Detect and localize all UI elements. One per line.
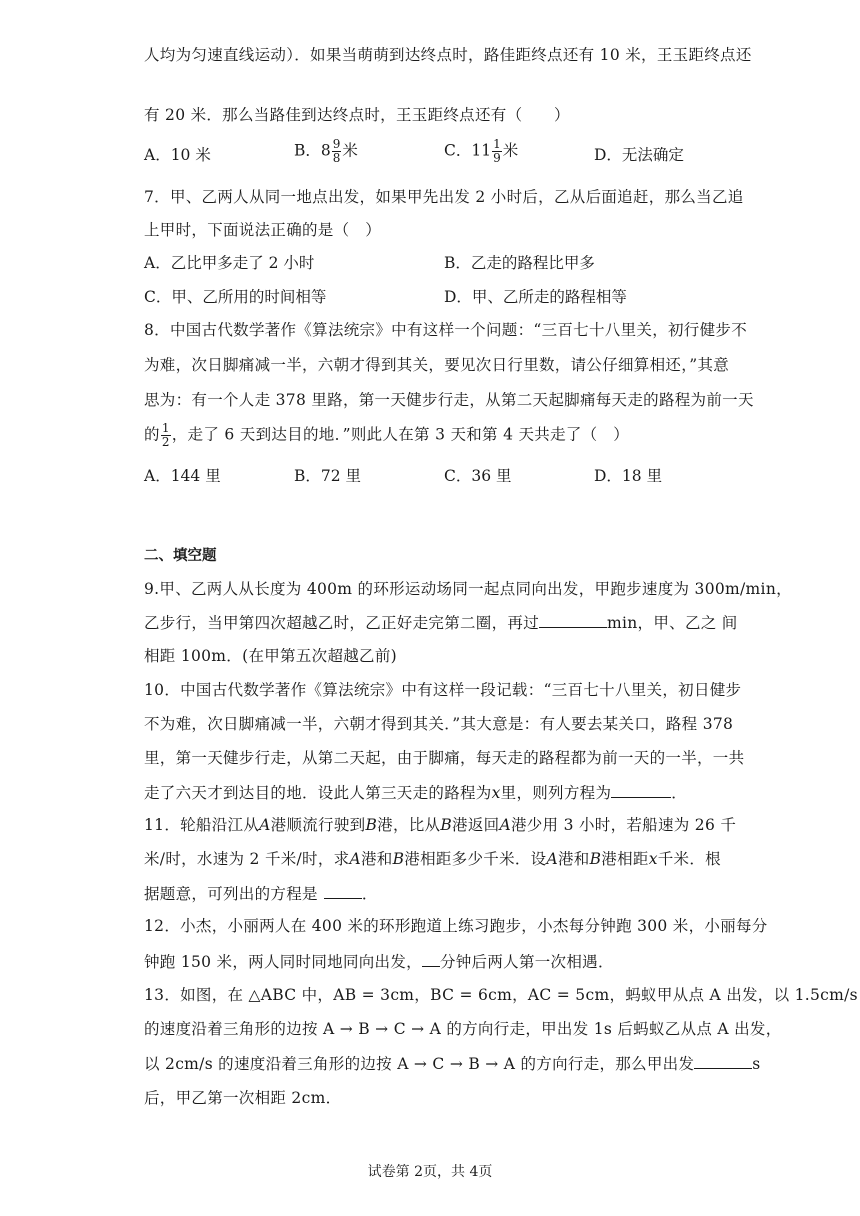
q13-answer-blank[interactable]	[694, 1052, 752, 1069]
q11-text: 千米．根	[657, 850, 721, 868]
q7-option-a: A．乙比甲多走了 2 小时	[144, 254, 315, 272]
q11-text: 米/时，水速为 2 千米/时，求	[144, 850, 350, 868]
q8-fraction-denominator: 2	[161, 435, 170, 449]
q8-fraction-numerator: 1	[161, 421, 170, 435]
q10-answer-blank[interactable]	[611, 781, 671, 798]
q6-option-c	[444, 138, 518, 165]
q13-line4: 后，甲乙第一次相距 2cm．	[144, 1089, 342, 1107]
q11-text: 港和	[360, 850, 393, 868]
q6-option-b-numerator: 9	[332, 137, 341, 151]
q6-option-c-unit: 米	[502, 141, 519, 160]
q8-option-b: B．72 里	[294, 467, 362, 485]
q12-line2	[144, 950, 716, 973]
q11-line3-start: 据题意，可列出的方程是	[144, 885, 318, 903]
q11-text: 港，比从	[377, 816, 441, 834]
q8-fraction-half	[161, 422, 171, 449]
q11-line1	[144, 814, 737, 836]
q11-text: 港和	[557, 850, 590, 868]
q11-text: 港相距多少千米．设	[404, 850, 547, 868]
q11-text: 港顺流行驶到	[270, 816, 366, 834]
q10-line3: 里，第一天健步行走，从第二天起，由于脚痛，每天走的路程都为前一天的一半，一共	[144, 749, 745, 767]
q8-line4-start: 的	[144, 425, 160, 444]
q6-line1: 人均为匀速直线运动）．如果当萌萌到达终点时，路佳距终点还有 10 米，王玉距终点还	[144, 46, 752, 64]
q7-option-b: B．乙走的路程比甲多	[444, 254, 595, 272]
q8-line2: 为难，次日脚痛减一半，六朝才得到其关，要见次日行里数，请公仔细算相还，”其意	[144, 356, 730, 374]
q11-variable-x: x	[648, 850, 658, 868]
q13-line3-end: s	[752, 1055, 761, 1073]
q6-option-b	[294, 138, 358, 165]
q6-option-c-fraction	[492, 138, 502, 165]
q8-option-d: D．18 里	[594, 467, 663, 485]
q11-line2	[144, 848, 721, 870]
q8-option-a: A．144 里	[144, 467, 221, 485]
q9-line3: 相距 100m．(在甲第五次超越乙前)	[144, 647, 398, 665]
q6-option-c-numerator: 1	[493, 137, 501, 151]
q11-port-b: B	[440, 816, 453, 834]
q11-port-a: A	[259, 816, 271, 834]
q11-port-b: B	[589, 850, 602, 868]
q12-answer-blank[interactable]	[422, 950, 440, 967]
q11-text: 港少用 3 小时，若船速为 26 千	[510, 816, 737, 834]
q8-line4	[144, 422, 716, 449]
q6-option-c-denominator: 9	[493, 151, 501, 165]
q10-line2: 不为难，次日脚痛减一半，六朝才得到其关．”其大意是：有人要去某关口，路程 378	[144, 715, 734, 733]
q7-line1: 7．甲、乙两人从同一地点出发，如果甲先出发 2 小时后，乙从后面追赶，那么当乙追	[144, 188, 744, 206]
q10-line4-end: ．	[671, 784, 688, 802]
q9-line1: 9.甲、乙两人从长度为 400m 的环形运动场同一起点同向出发，甲跑步速度为 300m/min，	[144, 580, 792, 598]
q8-line3: 思为：有一个人走 378 里路，第一天健步行走，从第二天起脚痛每天走的路程为前一天	[144, 391, 754, 409]
q11-text: 11．轮船沿江从	[144, 816, 260, 834]
q6-option-b-whole: B．8	[294, 141, 331, 160]
q8-option-c: C．36 里	[444, 467, 512, 485]
q12-line2-start: 钟跑 150 米，两人同时同地同向出发，	[144, 953, 422, 971]
q10-line1: 10．中国古代数学著作《算法统宗》中有这样一段记载：“三百七十八里关，初日健步	[144, 681, 742, 699]
q11-text: 港返回	[452, 816, 500, 834]
q7-line2: 上甲时，下面说法正确的是（ ）	[144, 221, 382, 239]
q11-port-a: A	[349, 850, 361, 868]
q7-option-c: C．甲、乙所用的时间相等	[144, 288, 327, 306]
q8-line4-end: ，走了 6 天到达目的地．”则此人在第 3 天和第 4 天共走了（ ）	[171, 425, 630, 444]
q6-option-c-whole: C．11	[444, 141, 492, 160]
q11-text: 港相距	[601, 850, 649, 868]
q10-variable-x: x	[491, 784, 501, 802]
q6-option-b-fraction	[332, 138, 342, 165]
q11-port-b: B	[365, 816, 378, 834]
q9-line2-end: min，甲、乙之 间	[607, 614, 738, 632]
q9-line2-start: 乙步行，当甲第四次超越乙时，乙正好走完第二圈，再过	[144, 614, 540, 632]
q9-line2	[144, 611, 738, 634]
q6-option-a: A．10 米	[144, 146, 211, 164]
q11-line3-end: ．	[361, 885, 378, 903]
q10-line4-mid: 里，则列方程为	[500, 784, 612, 802]
q9-answer-blank[interactable]	[539, 611, 607, 628]
q12-line2-end: 分钟后两人第一次相遇．	[439, 953, 614, 971]
section-fill-in-blank-title: 二、填空题	[144, 548, 217, 564]
q8-line1: 8．中国古代数学著作《算法统宗》中有这样一个问题：“三百七十八里关，初行健步不	[144, 321, 747, 339]
page-footer: 试卷第 2页，共 4页	[367, 1164, 493, 1180]
q12-line1: 12．小杰，小丽两人在 400 米的环形跑道上练习跑步，小杰每分钟跑 300 米，小丽每分	[144, 917, 768, 935]
q13-line3	[144, 1052, 761, 1075]
q6-option-b-unit: 米	[342, 141, 358, 160]
q11-answer-blank[interactable]	[324, 882, 362, 899]
q11-port-a: A	[546, 850, 558, 868]
q6-option-d: D．无法确定	[594, 146, 684, 164]
q10-line4-start: 走了六天才到达目的地．设此人第三天走的路程为	[144, 784, 492, 802]
q13-line3-start: 以 2cm/s 的速度沿着三角形的边按 A → C → B → A 的方向行走，那么甲出发	[144, 1055, 695, 1073]
q6-line2: 有 20 米．那么当路佳到达终点时，王玉距终点还有（ ）	[144, 106, 570, 124]
q7-option-d: D．甲、乙所走的路程相等	[444, 288, 627, 306]
q13-line2: 的速度沿着三角形的边按 A → B → C → A 的方向行走，甲出发 1s 后蚂蚁乙从点 A 出发，	[144, 1020, 782, 1038]
q11-port-b: B	[392, 850, 405, 868]
q11-line3	[144, 882, 716, 905]
q11-port-a: A	[499, 816, 511, 834]
q6-option-b-denominator: 8	[332, 151, 341, 165]
q10-line4	[144, 781, 716, 804]
q13-line1: 13．如图，在 △ABC 中，AB = 3cm，BC = 6cm，AC = 5cm，蚂蚁甲从点 A 出发，以 1.5cm/s	[144, 986, 858, 1004]
